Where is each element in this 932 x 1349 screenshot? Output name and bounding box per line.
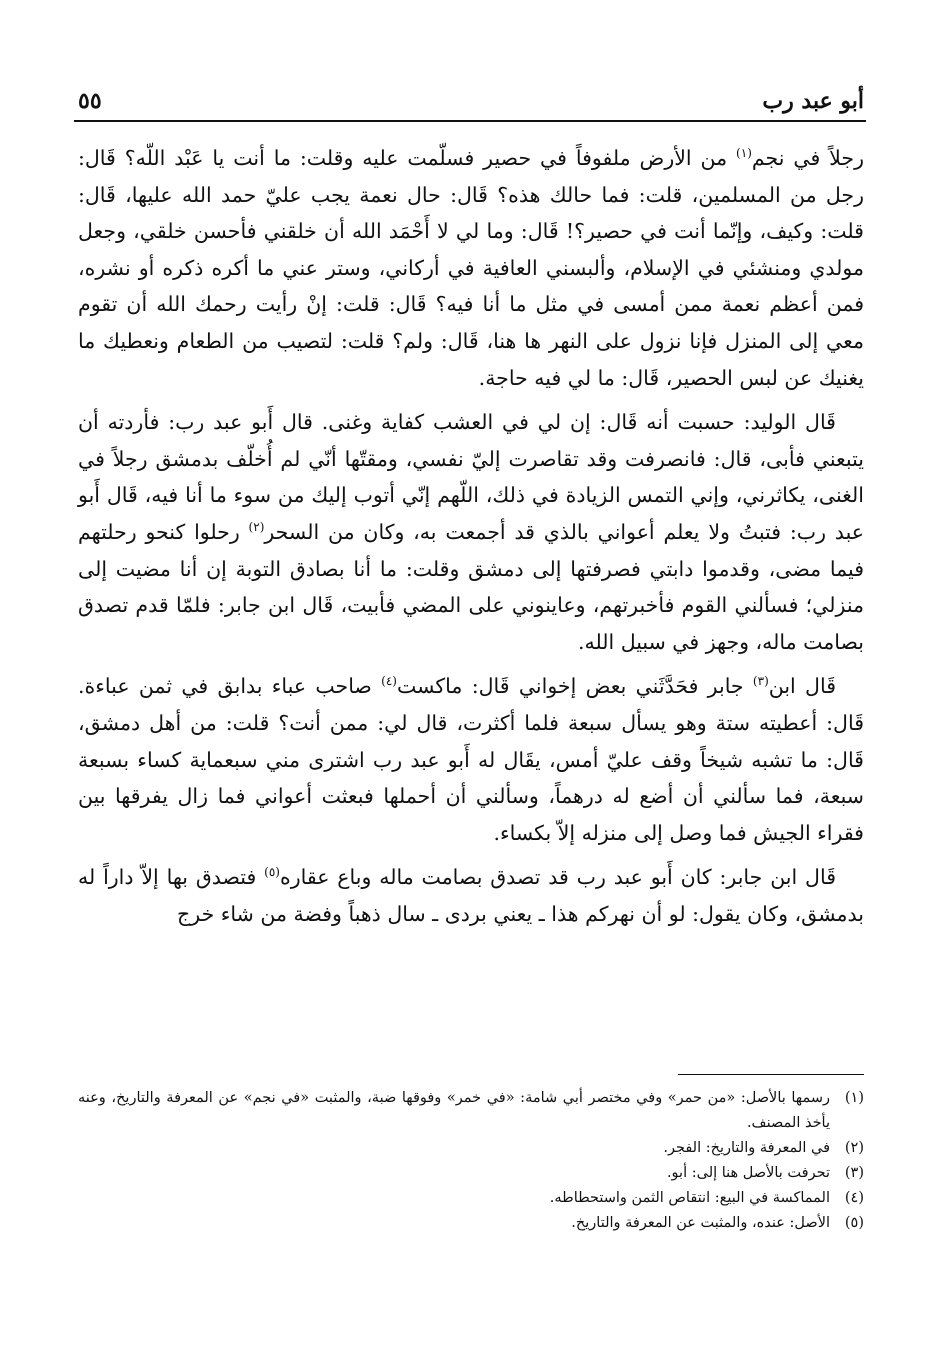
footnote-ref-1: (١) xyxy=(736,146,752,161)
footnote-number: (٤) xyxy=(844,1190,864,1206)
paragraph-text: قَال ابن xyxy=(768,674,836,699)
header-rule xyxy=(74,120,866,122)
page-header xyxy=(78,76,864,114)
footnotes xyxy=(78,1086,864,1236)
paragraph-text: رجلاً في نجم xyxy=(751,146,864,170)
main-text xyxy=(78,140,864,1060)
paragraph-4 xyxy=(78,859,864,932)
footnote-3 xyxy=(78,1161,864,1186)
footnote-text: رسمها بالأصل: «من حمر» وفي مختصر أبي شامة: «في خمر» وفوقها ضبة، والمثبت «في نجم» عن المعرفة والتاريخ، وعنه يأخذ المصنف. xyxy=(78,1090,830,1131)
running-title: أبو عبد رب xyxy=(762,88,864,114)
footnote-number: (٥) xyxy=(844,1215,864,1231)
paragraph-text: جابر فحَدَّثَني بعض إخواني قَال: ماكست xyxy=(396,674,753,699)
footnote-1 xyxy=(78,1086,864,1136)
footnote-ref-3: (٣) xyxy=(752,674,769,689)
paragraph-2 xyxy=(78,404,864,660)
paragraph-1 xyxy=(78,140,864,396)
footnote-5 xyxy=(78,1211,864,1236)
footnote-number: (٢) xyxy=(844,1140,864,1156)
footnote-number: (٣) xyxy=(844,1165,864,1181)
footnote-ref-4: (٤) xyxy=(381,674,397,689)
footnote-text: في المعرفة والتاريخ: الفجر. xyxy=(663,1140,830,1156)
paragraph-text: فتصدق بها إلاّ داراً له بدمشق، وكان يقول: لو أن نهركم هذا ـ يعني بردى ـ سال ذهباً وفضة من شاء خرج xyxy=(78,865,864,926)
paragraph-text: رحلوا كنحو رحلتهم فيما مضى، وقدموا دابتي فصرفتها إلى دمشق وقلت: ما أنا بصادق التوبة إن أنا مضيت إلى منزلي؛ فسألني القوم فأخبرتهم، وعاينوني على المضي فأبيت، قَال ابن جابر: فلمّا قدم تصدق بصامت ماله، وجهز في سبيل الله. xyxy=(78,519,864,654)
paragraph-text: من الأرض ملفوفاً في حصير فسلّمت عليه وقلت: ما أنت يا عَبْد اللّه؟ قَال: رجل من المسلمين، قلت: فما حالك هذه؟ قَال: حال نعمة يجب عليّ حمد الله عليها، قَال: قلت: وكيف، وإنّما أنت في حصير؟! قَال: وما لي لا أَحْمَد الله أن خلقني فأحسن خلقي، وجعل مولدي ومنشئي في الإسلام، وألبسني العافية في أركاني، وستر عني ما أكره ذكره أو نشره، فمن أعظم نعمة ممن أمسى في مثل ما أنا فيه؟ قَال: قلت: إنْ رأيت رحمك الله أن تقوم معي إلى المنزل فإنا نزول على النهر ها هنا، قَال: ولم؟ قلت: لتصيب من الطعام ونعطيك ما يغنيك عن لبس الحصير، قَال: ما لي فيه حاجة. xyxy=(78,146,864,390)
paragraph-text: صاحب عباء بدابق في ثمن عباءة. قَال: أعطيته ستة وهو يسأل سبعة فلما أكثرت، قال لي: ممن أنت؟ قلت: من أهل دمشق، قَال: ما تشبه شيخاً وقف عليّ أمس، يقَال له أَبو عبد رب اشترى مني سبعماية كساء بسبعة سبعة، فما سألني أن أضع له درهماً، وسألني أن أحملها فبعثت أعواني فما زال يفرقها بين فقراء الجيش فما وصل إلى منزله إلاّ بكساء. xyxy=(78,674,864,845)
footnote-4 xyxy=(78,1186,864,1211)
footnote-text: المماكسة في البيع: انتقاص الثمن واستحطاطه. xyxy=(549,1190,830,1206)
paragraph-text: قَال الوليد: حسبت أنه قَال: إن لي في العشب كفاية وغنى. قال أَبو عبد رب: فأردته أن يتبعني فأبى، قال: فانصرفت وقد تقاصرت إليّ نفسي، ومقتّها أنّي لم أُخلّف بدمشق رجلاً في الغنى، يكاثرني، وإني التمس الزيادة في ذلك، اللّهم إنّي أتوب إليك من سوء ما أنا فيه، قَال أَبو عبد رب: فتبتُ ولا يعلم أعواني بالذي قد أجمعت به، وكان من السحر xyxy=(78,410,864,544)
page-number: ٥٥ xyxy=(78,88,102,114)
paragraph-3 xyxy=(78,668,864,851)
paragraph-text: قَال ابن جابر: كان أَبو عبد رب قد تصدق بصامت ماله وباع عقاره xyxy=(279,865,836,890)
footnote-ref-2: (٢) xyxy=(248,520,265,535)
footnote-text: تحرفت بالأصل هنا إلى: أبو. xyxy=(666,1165,830,1181)
footnote-2 xyxy=(78,1136,864,1161)
footnote-ref-5: (٥) xyxy=(264,865,280,880)
footnote-number: (١) xyxy=(844,1090,864,1106)
footnote-text: الأصل: عنده، والمثبت عن المعرفة والتاريخ. xyxy=(571,1215,830,1231)
footnote-rule xyxy=(678,1074,864,1075)
